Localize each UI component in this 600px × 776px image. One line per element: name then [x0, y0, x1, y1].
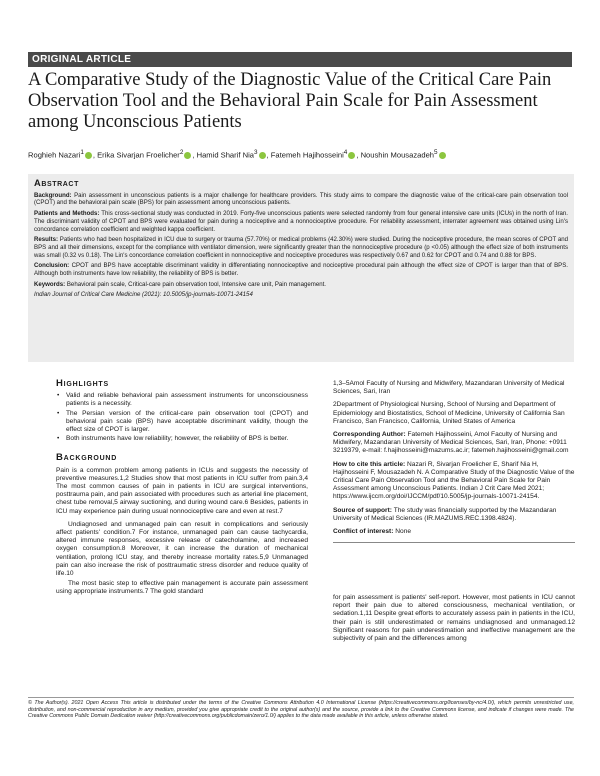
author-sup: 4 [343, 149, 348, 156]
conflict-of-interest [333, 528, 575, 536]
orcid-icon[interactable] [184, 152, 191, 159]
abstract-label: Keywords: [34, 280, 66, 288]
field-label: Corresponding Author: [333, 431, 406, 439]
author-sup: 2 [179, 149, 184, 156]
field-value: None [395, 528, 412, 536]
author-sup: 5 [434, 149, 438, 156]
abstract-label: Conclusion: [34, 262, 70, 270]
body-paragraph: for pain assessment is patients' self-report. However, most patients in ICU cannot report their pain due to altered consciousness, mechanical ventilation, or sedation.1,11 Despite great efforts to accurately assess pain in patients in the ICU, their pain is still underestimated or remains undiagnosed and unmanaged.12 Significant reasons for pain underestimation and ineffective management are the subjectivity of pain and the differences among [333, 594, 575, 643]
orcid-icon[interactable] [348, 152, 355, 159]
right-column [333, 380, 575, 543]
list-item: • Valid and reliable behavioral pain assessment instruments for unconsciousness patients is a necessity. [56, 392, 308, 408]
author-sup: 1 [80, 149, 84, 156]
divider [28, 697, 574, 698]
article-title: A Comparative Study of the Diagnostic Value of the Critical Care Pain Observation Tool and the Behavioral Pain Scale for Pain Assessment among Unconscious Patients [28, 70, 552, 132]
affiliation: 1,3–5Amol Faculty of Nursing and Midwifery, Mazandaran University of Medical Sciences, Sari, Iran [333, 380, 565, 396]
source-of-support [333, 507, 575, 523]
abstract-text: Patients who had been hospitalized in ICU due to surgery or trauma (57.70%) or medical problems (42.30%) were studied. During the nociceptive procedure, the mean scores of CPOT and BPS and all their dimensions, except for the compliance with ventilator dimension, were significantly greater than the nonnociceptive procedure (p <0.05) although the effect size of both instruments was small (0.32 vs 0.18). The Lin's concordance correlation coefficient in nonnociceptive and nociceptive procedures was respectively 0.67 and 0.62 for CPOT and 0.74 and 0.88 for BPS. [34, 236, 568, 259]
author-name[interactable]: Erika Sivarjan Froelicher [97, 150, 180, 160]
author-name[interactable]: Fatemeh Hajihosseini [270, 150, 344, 160]
license-footer: © The Author(s). 2021 Open Access This article is distributed under the terms of the Creative Commons Attribution 4.0 International License (https://creativecommons.org/licenses/by-nc/4.0/), which permits unrestricted use, distribution, and non-commercial reproduction in any medium, provided you give appropriate credit to the original author(s) and the source, provide a link to the Creative Commons license, and indicate if changes were made. The Creative Commons Public Domain Dedication waiver (http://creativecommons.org/publicdomain/zero/1.0/) applies to the data made available in this article, unless otherwise stated. [28, 700, 574, 720]
abstract-methods [34, 210, 568, 233]
background-heading: Background [56, 452, 118, 464]
author-name[interactable]: Noushin Mousazadeh [360, 150, 435, 160]
abstract-box [28, 174, 574, 362]
corresponding-author [333, 431, 575, 456]
field-value: Fatemeh Hajihosseini, Amol Faculty of Nursing and Midwifery, Mazandaran University of Medical Sciences, Sari, Iran, Phone: +0911 3219379, e-mail: f.hajihosseini@mazums.ac.ir; fatemeh.hajihosseini@gmail.com [333, 431, 569, 455]
body-paragraph: Undiagnosed and unmanaged pain can result in complications and seriously affect patients' condition.7 For instance, unmanaged pain can cause tachycardia, altered immune responses, excessive release of catecholamine, and increased oxygen consumption.8 Moreover, it can increase the duration of mechanical ventilation, prolong ICU stay, and thereby increase mortality rates.5,9 Unmanaged pain can also increase the risk of posttraumatic stress disorder and reduce quality of life.10 [56, 520, 308, 578]
body-paragraph: Pain is a common problem among patients in ICUs and suggests the necessity of preventive measures.1,2 Studies show that most patients in ICU suffer from pain.3,4 The most common causes of pain in patients in ICU are surgical interventions, posttrauma pain, and pain associated with procedures such as arterial line placement, chest tube removal,5 airway suctioning, and during wound care.6 Besides, patients in ICU may experience pain during usual nonnociceptive care and even at rest.7 [56, 466, 308, 515]
field-value: The study was financially supported by the Mazandaran University of Medical Sciences (IR.MAZUMS.REC.1398.4824). [333, 506, 557, 522]
field-value: Nazari R, Sivarjan Froelicher E, Sharif Nia H, Hajihosseini F, Mousazadeh N. A Comparative Study of the Diagnostic Value of the Critical Care Pain Observation Tool and the Behavioral Pain Scale for Pain Assessment among Unconscious Patients. Indian J Crit Care Med 2021; https://www.ijccm.org/doi/IJCCM/pdf/10.5005/jp-journals-10071-24154. [333, 460, 575, 501]
list-item: • Both instruments have low reliability; however, the reliability of BPS is better. [56, 435, 308, 443]
field-label: How to cite this article: [333, 460, 406, 468]
orcid-icon[interactable] [259, 152, 266, 159]
body-paragraph: The most basic step to effective pain management is accurate pain assessment using appropriate instruments.7 The gold standard [56, 580, 308, 596]
abstract-text: CPOT and BPS have acceptable discriminant validity in differentiating nonnociceptive and nociceptive procedural pain although the effect size of CPOT is larger than that of BPS. Although both instruments have low reliability, the reliability of BPS is better. [34, 262, 568, 278]
abstract-text: Pain assessment in unconscious patients is a major challenge for healthcare providers. This study aims to compare the diagnostic value of the critical-care pain observation tool (CPOT) and the behavioral pain scale (BPS) for pain assessment among unconscious patients. [34, 191, 569, 207]
abstract-background [34, 192, 568, 207]
journal-citation: Indian Journal of Critical Care Medicine (2021): 10.5005/jp-journals-10071-24154 [34, 291, 253, 299]
abstract-keywords [34, 281, 568, 289]
left-column [56, 380, 308, 597]
abstract-label: Results: [34, 236, 59, 244]
how-to-cite [333, 461, 575, 502]
orcid-icon[interactable] [439, 152, 446, 159]
author-name[interactable]: Hamid Sharif Nia [196, 150, 254, 160]
abstract-conclusion [34, 262, 568, 277]
abstract-text: Behavioral pain scale, Critical-care pain observation tool, Intensive care unit, Pain management. [66, 280, 326, 288]
author-list: Roghieh Nazari$^1$ , Erika Sivarjan Froelicher$^2$ , Hamid Sharif Nia$^3$ , Fatemeh Hajihosseini$^4$ , Noushin Mousazadeh$^5$ [28, 148, 576, 161]
abstract-heading: Abstract [34, 178, 79, 188]
abstract-label: Background: [34, 191, 72, 199]
highlights-heading: Highlights [56, 378, 109, 389]
author-name[interactable]: Roghieh Nazari [28, 150, 81, 160]
affiliation: 2Department of Physiological Nursing, School of Nursing and Department of Epidemiology and Biostatistics, School of Medicine, University of California San Francisco, San Francisco, California, United States of America [333, 401, 565, 425]
orcid-icon[interactable] [85, 152, 92, 159]
abstract-text: This cross-sectional study was conducted in 2019. Forty-five unconscious patients were selected randomly from four general intensive care units (ICUs) in the north of Iran. The discriminant validity of CPOT and BPS were evaluated for pain during a nociceptive and a nonnociceptive procedure. For reliability assessment, interrater agreement was obtained using Lin's concordance correlation coefficient and weighted kappa coefficient. [34, 210, 568, 233]
abstract-results [34, 236, 568, 259]
author-sup: 3 [254, 149, 258, 156]
list-item: • The Persian version of the critical-care pain observation tool (CPOT) and behavioral pain scale (BPS) have acceptable discriminant validity, though the effect size of CPOT is larger. [56, 410, 308, 435]
field-label: Conflict of interest: [333, 528, 394, 536]
abstract-label: Patients and Methods: [34, 210, 100, 218]
divider [333, 542, 575, 543]
highlights-list [56, 392, 308, 443]
article-type-banner: ORIGINAL ARTICLE [28, 52, 572, 67]
field-label: Source of support: [333, 506, 392, 514]
